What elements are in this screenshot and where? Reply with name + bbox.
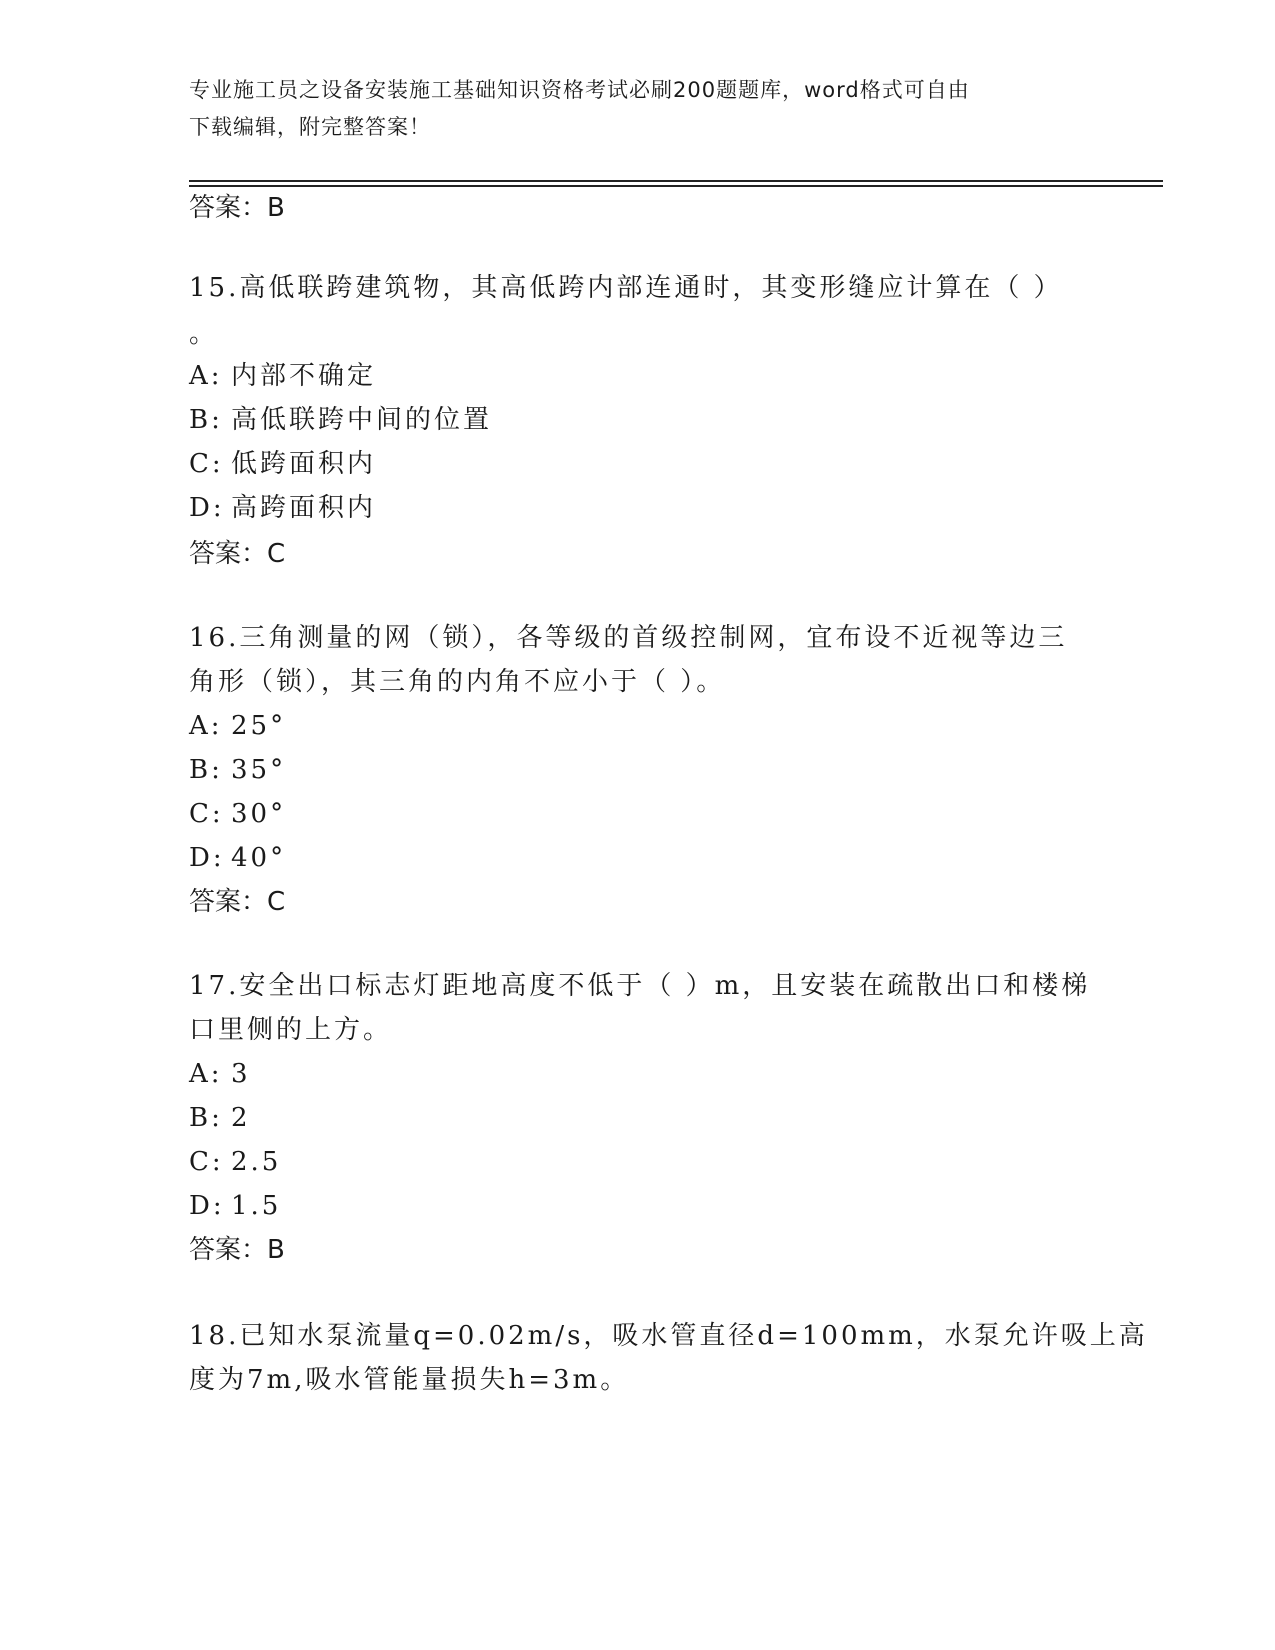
option-key: A: [189,361,223,391]
question-17-option-c [189,1146,281,1178]
header-line-1: 专业施工员之设备安装施工基础知识资格考试必刷200题题库，word格式可自由 [189,78,970,102]
option-text: 25° [231,711,287,741]
option-key: A: [189,711,223,741]
question-17-line-2: 口里侧的上方。 [189,1015,393,1045]
option-key: D: [189,843,225,873]
option-key: D: [189,493,225,523]
header-divider-top [189,180,1163,182]
option-text: 35° [231,755,287,785]
previous-answer: 答案：B [189,193,285,223]
question-18-line-1: 18.已知水泵流量q=0.02m/s，吸水管直径d=100mm，水泵允许吸上高 [189,1321,1148,1351]
option-key: B: [189,1103,223,1133]
question-16-line-1: 16.三角测量的网（锁），各等级的首级控制网，宜布设不近视等边三 [189,623,1068,653]
question-15-option-c [189,448,376,480]
option-text: 2 [231,1103,251,1133]
question-17-option-b [189,1102,251,1134]
question-15-option-b [189,404,492,436]
question-16-option-d [189,842,286,874]
header-divider-bottom [189,185,1163,187]
option-text: 高低联跨中间的位置 [231,405,493,435]
question-15-answer: 答案：C [189,539,286,569]
question-15-option-d [189,492,376,524]
option-text: 1.5 [231,1191,282,1221]
option-text: 40° [231,843,287,873]
question-17-option-a [189,1058,251,1090]
option-text: 30° [231,799,287,829]
option-text: 2.5 [231,1147,282,1177]
option-key: B: [189,405,223,435]
option-text: 3 [231,1059,251,1089]
question-17-line-1: 17.安全出口标志灯距地高度不低于（ ）m，且安装在疏散出口和楼梯 [189,971,1091,1001]
question-16-option-b [189,754,286,786]
option-text: 低跨面积内 [231,449,377,479]
document-header [189,72,1089,146]
question-17-answer: 答案：B [189,1235,285,1265]
option-key: C: [189,449,224,479]
option-key: C: [189,799,224,829]
option-key: C: [189,1147,224,1177]
option-text: 内部不确定 [231,361,377,391]
question-15-line-2: 。 [189,319,219,349]
question-17-option-d [189,1190,281,1222]
option-key: D: [189,1191,225,1221]
question-16-option-a [189,710,286,742]
question-18-line-2: 度为7m,吸水管能量损失h=3m。 [189,1365,630,1395]
header-line-2: 下载编辑，附完整答案！ [189,115,431,139]
question-16-answer: 答案：C [189,887,286,917]
option-key: B: [189,755,223,785]
option-key: A: [189,1059,223,1089]
question-15-line-1: 15.高低联跨建筑物，其高低跨内部连通时，其变形缝应计算在（ ） [189,273,1063,303]
question-16-option-c [189,798,286,830]
option-text: 高跨面积内 [231,493,377,523]
question-15-option-a [189,360,376,392]
question-16-line-2: 角形（锁），其三角的内角不应小于（ ）。 [189,667,726,697]
